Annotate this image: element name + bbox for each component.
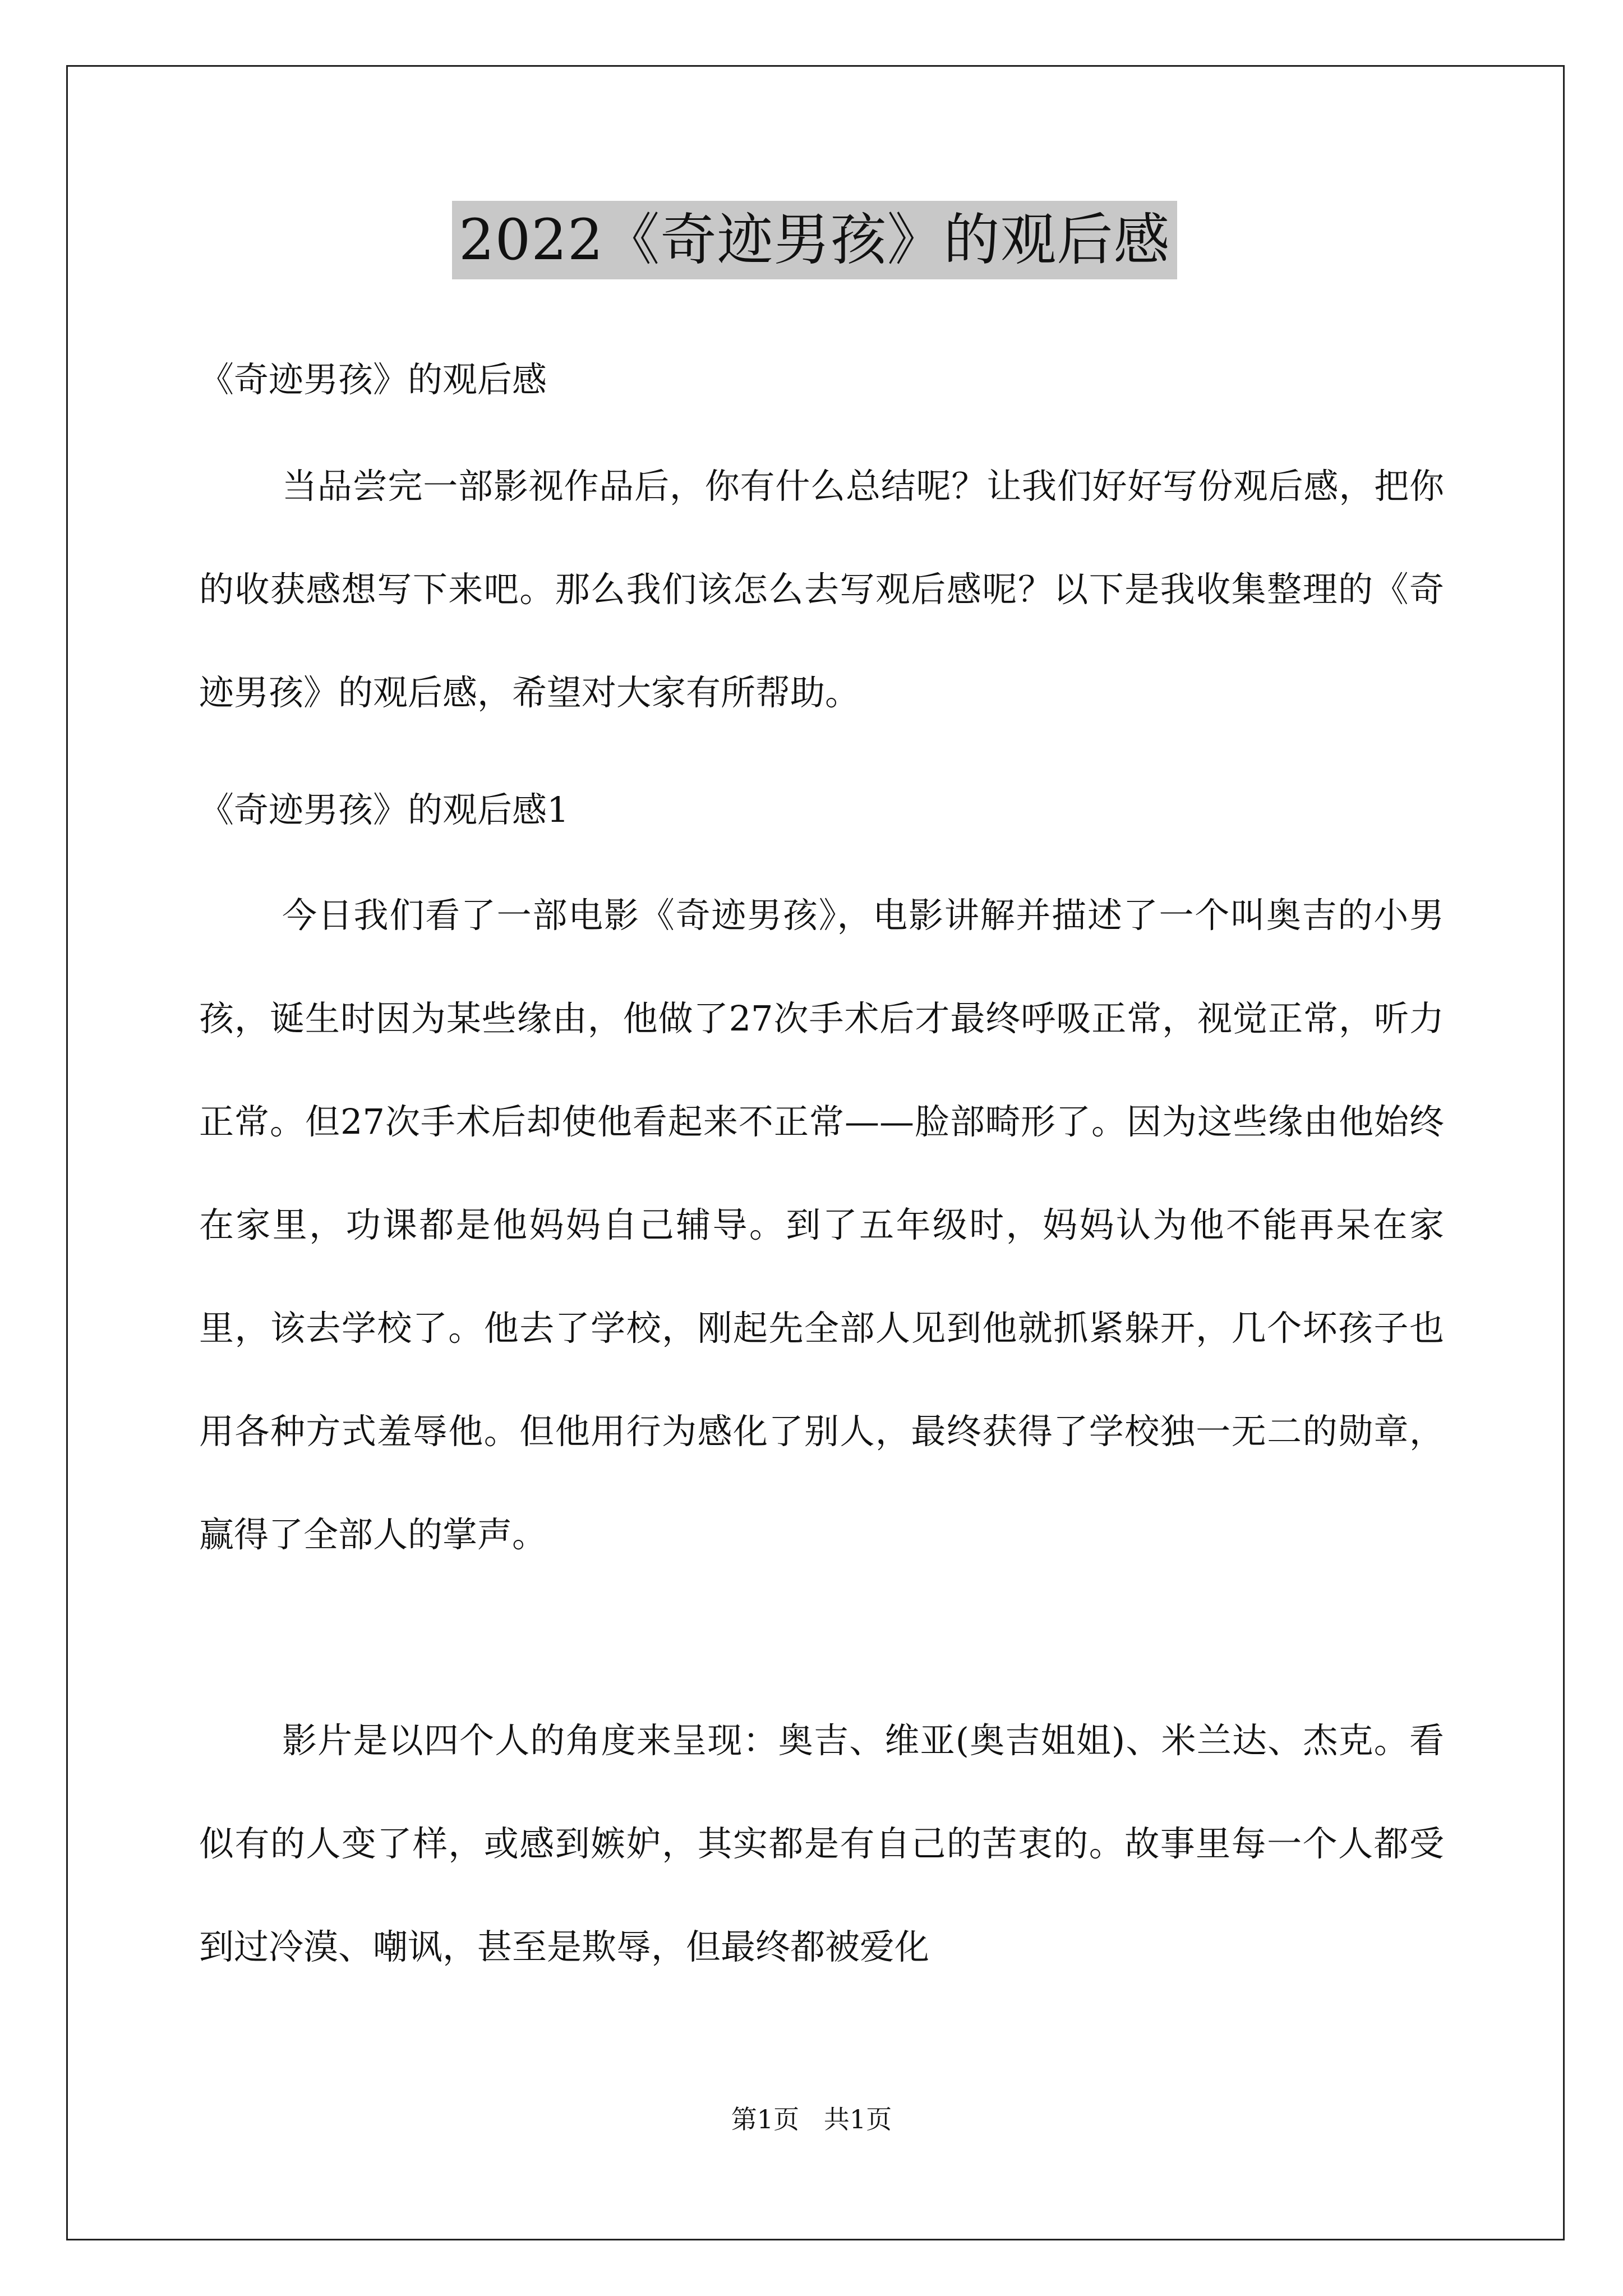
document-title: 2022《奇迹男孩》的观后感 [452,201,1177,279]
intro-paragraph: 当品尝完一部影视作品后，你有什么总结呢？让我们好好写份观后感，把你的收获感想写下来吧。那么我们该怎么去写观后感呢？以下是我收集整理的《奇迹男孩》的观后感，希望对大家有所帮助。 [199,466,1444,713]
body-paragraph: 影片是以四个人的角度来呈现：奥吉、维亚(奥吉姐姐)、米兰达、杰克。看似有的人变了样，或感到嫉妒，其实都是有自己的苦衷的。故事里每一个人都受到过冷漠、嘲讽，甚至是欺辱，但最终都被爱化 [199,1720,1444,1967]
section-heading: 《奇迹男孩》的观后感1 [199,789,569,830]
page-number-footer: 第1页 共1页 [731,2104,892,2134]
body-paragraph: 今日我们看了一部电影《奇迹男孩》，电影讲解并描述了一个叫奥吉的小男孩，诞生时因为某些缘由，他做了27次手术后才最终呼吸正常，视觉正常，听力正常。但27次手术后却使他看起来不正常——脸部畸形了。因为这些缘由他始终在家里，功课都是他妈妈自己辅导。到了五年级时，妈妈认为他不能再呆在家里，该去学校了。他去了学校，刚起先全部人见到他就抓紧躲开，几个坏孩子也用各种方式羞辱他。但他用行为感化了别人，最终获得了学校独一无二的勋章，赢得了全部人的掌声。 [199,895,1444,1555]
document-subtitle: 《奇迹男孩》的观后感 [199,359,547,400]
